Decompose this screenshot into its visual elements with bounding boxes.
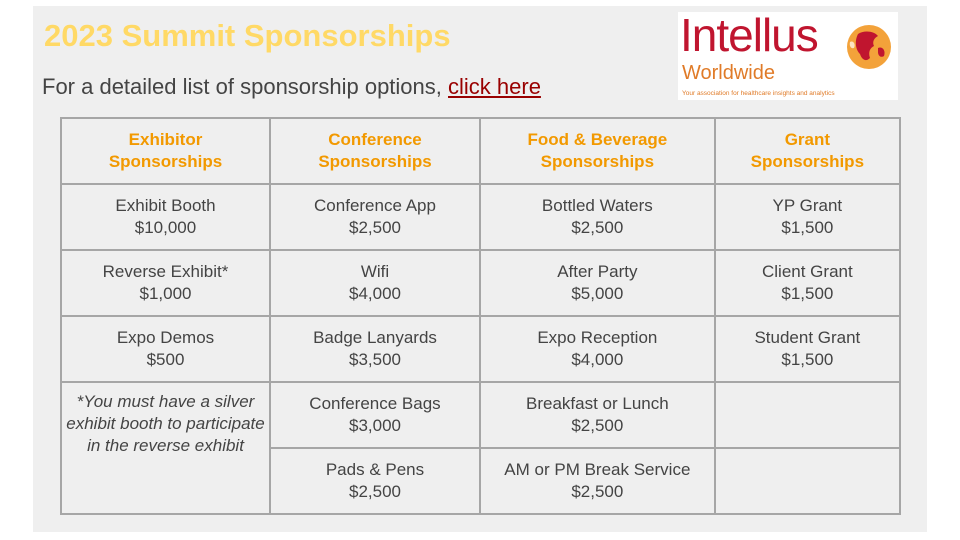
- table-cell: Expo Reception $4,000: [480, 316, 715, 382]
- table-cell: Student Grant $1,500: [715, 316, 900, 382]
- globe-icon: [844, 22, 894, 72]
- header-food-beverage: Food & Beverage Sponsorships: [480, 118, 715, 184]
- empty-cell: [715, 448, 900, 514]
- table-cell: YP Grant $1,500: [715, 184, 900, 250]
- table-cell: Wifi $4,000: [270, 250, 480, 316]
- page-title: 2023 Summit Sponsorships: [44, 18, 451, 53]
- logo-tagline: Your association for healthcare insights and analytics: [682, 90, 835, 97]
- table-header-row: [61, 118, 900, 184]
- table-cell: Conference App $2,500: [270, 184, 480, 250]
- table-cell: Conference Bags $3,000: [270, 382, 480, 448]
- logo-name: Intellus: [680, 9, 818, 61]
- header-exhibitor: Exhibitor Sponsorships: [61, 118, 270, 184]
- header-grant: Grant Sponsorships: [715, 118, 900, 184]
- table-cell: Client Grant $1,500: [715, 250, 900, 316]
- exhibit-note: *You must have a silver exhibit booth to participate in the reverse exhibit: [61, 382, 270, 514]
- table-cell: Reverse Exhibit* $1,000: [61, 250, 270, 316]
- table-cell: Exhibit Booth $10,000: [61, 184, 270, 250]
- details-link[interactable]: click here: [448, 74, 541, 99]
- table-cell: Pads & Pens $2,500: [270, 448, 480, 514]
- table-cell: Bottled Waters $2,500: [480, 184, 715, 250]
- table-cell: Expo Demos $500: [61, 316, 270, 382]
- empty-cell: [715, 382, 900, 448]
- table-cell: After Party $5,000: [480, 250, 715, 316]
- table-cell: Badge Lanyards $3,500: [270, 316, 480, 382]
- subtitle-text: For a detailed list of sponsorship options,: [42, 74, 449, 99]
- table-row: [61, 382, 900, 448]
- intellus-logo: [678, 9, 898, 100]
- table-cell: Breakfast or Lunch $2,500: [480, 382, 715, 448]
- logo-sub: Worldwide: [682, 62, 775, 84]
- table-row: [61, 316, 900, 382]
- sponsorship-table: [60, 117, 901, 515]
- subtitle: [42, 74, 541, 100]
- header-conference: Conference Sponsorships: [270, 118, 480, 184]
- table-cell: AM or PM Break Service $2,500: [480, 448, 715, 514]
- table-row: [61, 250, 900, 316]
- table-row: [61, 184, 900, 250]
